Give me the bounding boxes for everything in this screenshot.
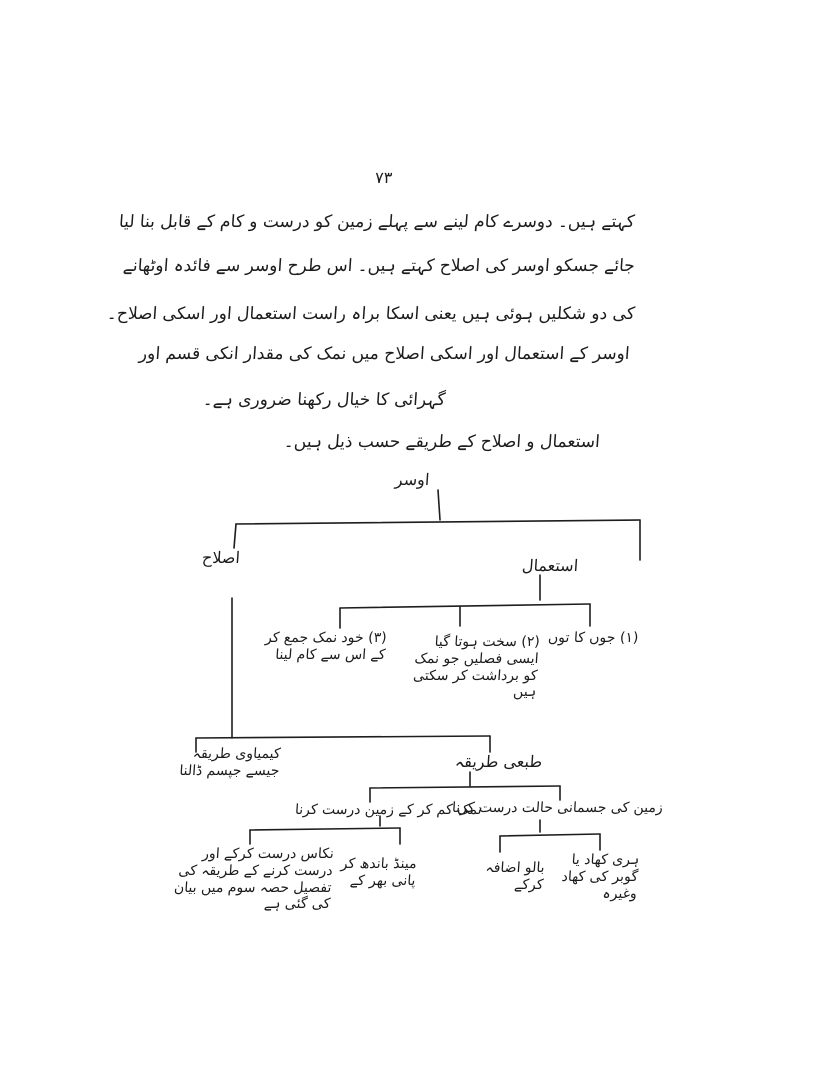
paragraph-line-3: کی دو شکلیں ہوئی ہیں یعنی اسکا براہ راست استعمال اور اسکی اصلاح۔ bbox=[106, 304, 636, 324]
usage-method-3: (۳) خود نمک جمع کر کے اس سے کام لینا bbox=[264, 630, 388, 663]
reform-method-physical: طبعی طریقہ bbox=[454, 752, 543, 771]
paragraph-line-6: استعمال و اصلاح کے طریقے حسب ذیل ہیں۔ bbox=[283, 432, 601, 452]
root-stem bbox=[438, 490, 440, 520]
leaf-green-manure: ہری کھاد یا گوبر کی کھاد وغیرہ bbox=[561, 852, 640, 902]
leaf-bar-left bbox=[250, 828, 400, 830]
paragraph-line-5: گہرائی کا خیال رکھنا ضروری ہے۔ bbox=[201, 390, 446, 410]
reform-bar bbox=[196, 736, 490, 738]
usage-node: استعمال bbox=[521, 556, 579, 575]
leaf-bund-flood: مینڈ باندھ کر پانی بھر کے bbox=[340, 856, 418, 889]
level1-bar bbox=[236, 520, 640, 524]
level1-left-drop bbox=[234, 524, 236, 548]
paragraph-line-2: جائے جسکو اوسر کی اصلاح کہتے ہیں۔ اس طرح اوسر سے فائدہ اوٹھانے bbox=[122, 256, 636, 276]
leaf-drainage: نکاس درست کرکے اور درست کرنے کے طریقہ کی تفصیل حصہ سوم میں بیان کی گئی ہے bbox=[173, 846, 335, 913]
reform-method-chemical: کیمیاوی طریقہ جیسے جپسم ڈالنا bbox=[178, 746, 282, 779]
physical-method-2: نمک کم کر کے زمین درست کرنا bbox=[294, 802, 483, 818]
physical-bar bbox=[370, 786, 560, 788]
paragraph-line-1: کہتے ہیں۔ دوسرے کام لینے سے پہلے زمین کو درست و کام کے قابل بنا لیا bbox=[118, 212, 636, 232]
leaf-bar-right bbox=[500, 834, 600, 836]
leaf-add-sand: بالو اضافہ کرکے bbox=[484, 860, 546, 893]
physical-method-1: زمین کی جسمانی حالت درست کرنا bbox=[451, 800, 664, 816]
paragraph-line-4: اوسر کے استعمال اور اسکی اصلاح میں نمک کی مقدار انکی قسم اور bbox=[138, 344, 631, 364]
page-number: ۷۳ bbox=[374, 168, 393, 187]
usage-bar bbox=[340, 604, 590, 608]
root-node: اوسر bbox=[394, 470, 431, 489]
usage-method-2: (۲) سخت ہوتا گیا ایسی فصلیں جو نمک کو برداشت کر سکتی ہیں bbox=[412, 634, 541, 701]
reform-node: اصلاح bbox=[201, 548, 241, 567]
usage-method-1: (۱) جوں کا توں bbox=[547, 630, 639, 646]
